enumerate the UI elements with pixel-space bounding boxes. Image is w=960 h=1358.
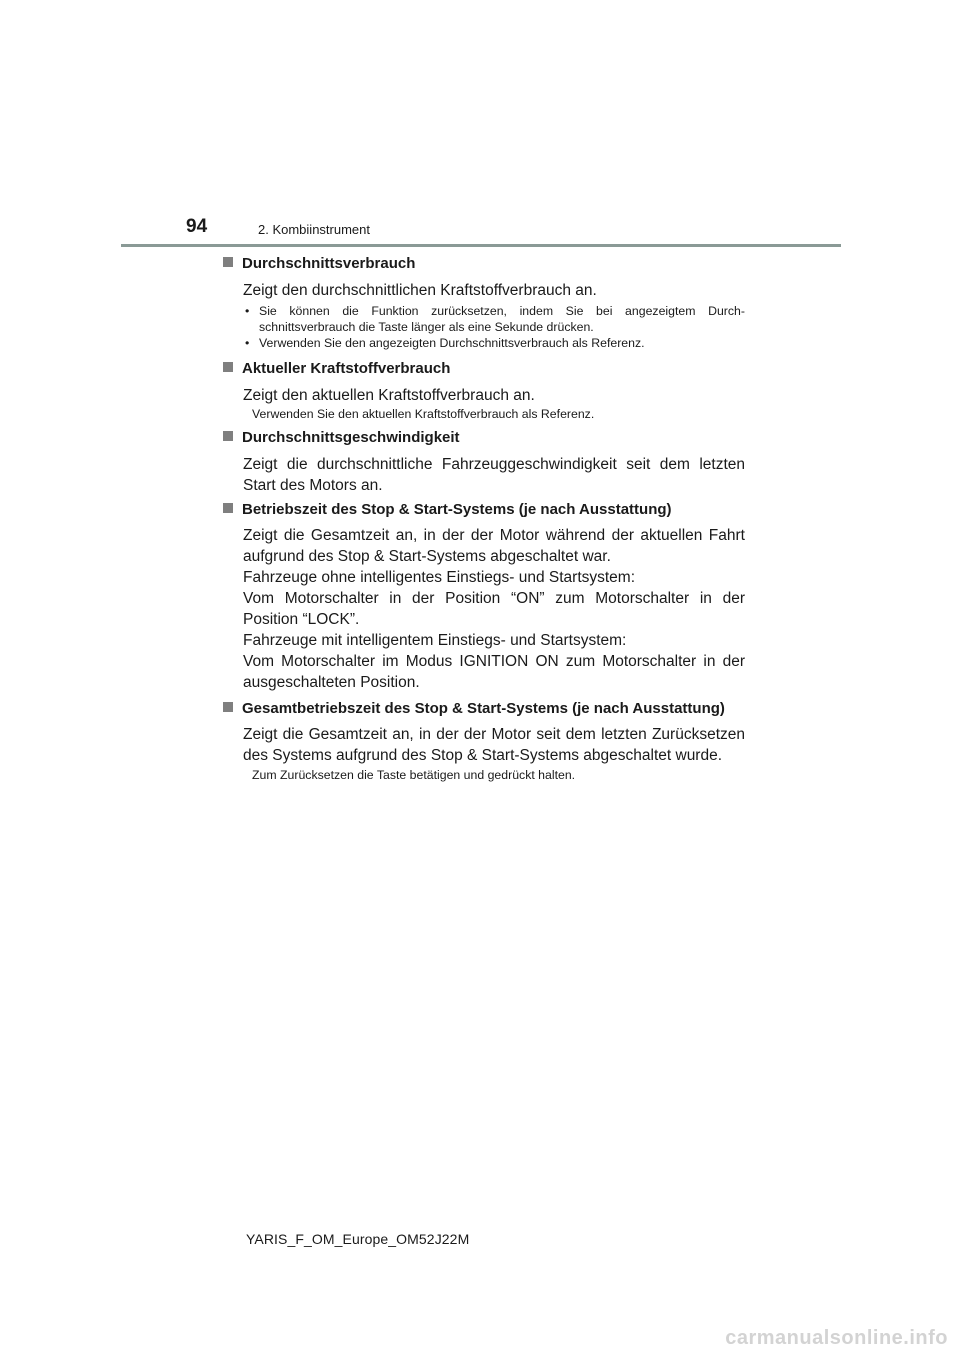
section-heading-average-consumption (223, 255, 415, 272)
section-heading-text: Durchschnittsverbrauch (242, 255, 416, 272)
section-heading-text: Aktueller Kraftstoffverbrauch (242, 360, 451, 377)
square-bullet-icon (223, 257, 233, 267)
body-paragraph: Zeigt die Gesamtzeit an, in der der Motor während der aktuellen Fahrt aufgrund des Stop & Start-Systems abgeschaltet war. (243, 527, 745, 565)
section-heading-text: Gesamtbetriebszeit des Stop & Start-Systems (je nach Ausstattung) (242, 700, 725, 717)
list-item: • Sie können die Funktion zurücksetzen, indem Sie bei angezeigtem Durchschnittsverbrauch die Taste länger als eine Sekunde drücken. (243, 303, 745, 335)
watermark: carmanualsonline.info (725, 1327, 948, 1349)
section-note: Verwenden Sie den aktuellen Kraftstoffverbrauch als Referenz. (252, 407, 595, 421)
body-paragraph: Vom Motorschalter im Modus IGNITION ON zum Motorschalter in der ausgeschalteten Position. (243, 653, 745, 691)
square-bullet-icon (223, 702, 233, 712)
square-bullet-icon (223, 503, 233, 513)
square-bullet-icon (223, 431, 233, 441)
section-body: Zeigt den durchschnittlichen Kraftstoffverbrauch an. (243, 282, 597, 299)
section-heading-text: Durchschnittsgeschwindigkeit (242, 429, 460, 446)
body-paragraph: Vom Motorschalter in der Position “ON” zum Motorschalter in der Position “LOCK”. (243, 590, 745, 628)
page-number: 94 (186, 216, 208, 237)
section-body (243, 525, 745, 693)
section-note: Zum Zurücksetzen die Taste betätigen und gedrückt halten. (252, 768, 576, 782)
list-item: • Verwenden Sie den angezeigten Durchschnittsverbrauch als Referenz. (243, 335, 745, 351)
section-heading-text: Betriebszeit des Stop & Start-Systems (je nach Ausstattung) (242, 501, 672, 518)
header-divider (121, 244, 841, 247)
bullet-list (243, 303, 745, 351)
section-body: Zeigt die durchschnittliche Fahrzeuggeschwindigkeit seit dem letzten Start des Motors an. (243, 456, 745, 494)
section-heading-average-speed (223, 429, 460, 446)
section-body: Zeigt die Gesamtzeit an, in der der Motor seit dem letzten Zurücksetzen des Systems aufgrund des Stop & Start-Systems abgeschaltet wurde. (243, 726, 745, 764)
square-bullet-icon (223, 362, 233, 372)
body-paragraph: Fahrzeuge ohne intelligentes Einstiegs- und Startsystem: (243, 569, 636, 586)
body-paragraph: Fahrzeuge mit intelligentem Einstiegs- und Startsystem: (243, 632, 627, 649)
section-body: Zeigt den aktuellen Kraftstoffverbrauch an. (243, 387, 535, 404)
section-heading-stop-start-time (223, 501, 672, 518)
section-heading-current-consumption (223, 360, 450, 377)
section-heading-total-stop-start-time (223, 700, 725, 717)
chapter-title: 2. Kombiinstrument (258, 222, 370, 237)
document-id: YARIS_F_OM_Europe_OM52J22M (246, 1231, 470, 1247)
